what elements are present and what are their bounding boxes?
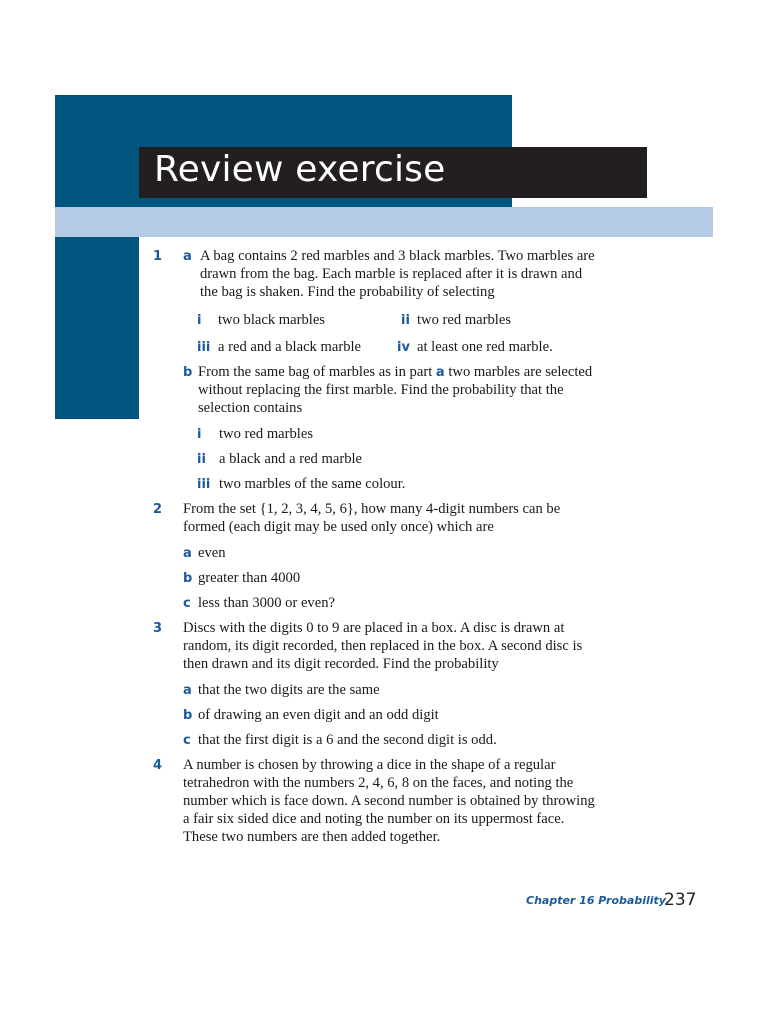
q1a-line-1: A bag contains 2 red marbles and 3 black marbles. Two marbles are (200, 248, 595, 264)
q2a-text: even (198, 545, 226, 561)
q1-number: 1 (153, 249, 163, 264)
q3c-label: c (183, 733, 191, 748)
q3a-label: a (183, 683, 192, 698)
q1b-iii-label: iii (197, 477, 211, 492)
page-title: Review exercise (154, 149, 446, 190)
q1b-line-2: without replacing the first marble. Find the probability that the (198, 382, 564, 398)
q1a-label: a (183, 249, 192, 264)
page-number: 237 (664, 890, 697, 910)
q1a-iii-label: iii (197, 340, 211, 355)
header-teal-side (55, 207, 139, 419)
q1b-ii-text: a black and a red marble (219, 451, 363, 467)
q1a-line-3: the bag is shaken. Find the probability of selecting (200, 284, 495, 300)
q1b-line-1-pre: From the same bag of marbles as in part (198, 364, 433, 380)
q4-line-3: number which is face down. A second number is obtained by throwing (183, 793, 595, 809)
header-light-band (55, 207, 713, 237)
q2c-text: less than 3000 or even? (198, 595, 335, 611)
q4-line-1: A number is chosen by throwing a dice in the shape of a regular (183, 757, 556, 773)
q1a-ii-label: ii (401, 313, 410, 328)
q3b-text: of drawing an even digit and an odd digit (198, 707, 439, 723)
q3a-text: that the two digits are the same (198, 682, 380, 698)
q3b-label: b (183, 708, 193, 723)
q1a-ii-text: two red marbles (417, 312, 512, 328)
q2-line-2: formed (each digit may be used only once) which are (183, 519, 494, 535)
q3-line-1: Discs with the digits 0 to 9 are placed in a box. A disc is drawn at (183, 620, 565, 636)
q2-number: 2 (153, 502, 163, 517)
q1a-i-text: two black marbles (218, 312, 325, 328)
q1a-iii-text: a red and a black marble (218, 339, 362, 355)
q1b-line-1 (198, 363, 592, 382)
q4-number: 4 (153, 758, 163, 773)
q1b-ii-label: ii (197, 452, 206, 467)
q2a-label: a (183, 546, 192, 561)
q1b-part-ref: a (435, 365, 445, 380)
q1b-i-label: i (197, 427, 202, 442)
q1a-iv-text: at least one red marble. (417, 339, 553, 355)
q3-number: 3 (153, 621, 163, 636)
q4-line-2: tetrahedron with the numbers 2, 4, 6, 8 on the faces, and noting the (183, 775, 574, 791)
q2c-label: c (183, 596, 191, 611)
q1b-label: b (183, 365, 193, 380)
q1b-i-text: two red marbles (219, 426, 314, 442)
q1a-i-label: i (197, 313, 202, 328)
q4-line-5: These two numbers are then added together. (183, 829, 441, 845)
q1a-iv-label: iv (397, 340, 410, 355)
q1a-line-2: drawn from the bag. Each marble is replaced after it is drawn and (200, 266, 583, 282)
q3-line-3: then drawn and its digit recorded. Find the probability (183, 656, 499, 672)
q3c-text: that the first digit is a 6 and the second digit is odd. (198, 732, 497, 748)
q3-line-2: random, its digit recorded, then replaced in the box. A second disc is (183, 638, 583, 654)
q2b-label: b (183, 571, 193, 586)
q1b-line-1-post: two marbles are selected (448, 364, 593, 380)
q2b-text: greater than 4000 (198, 570, 301, 586)
q2-line-1: From the set {1, 2, 3, 4, 5, 6}, how many 4-digit numbers can be (183, 501, 561, 517)
q4-line-4: a fair six sided dice and noting the number on its uppermost face. (183, 811, 565, 827)
q1b-line-3: selection contains (198, 400, 303, 416)
q1b-iii-text: two marbles of the same colour. (219, 476, 406, 492)
chapter-footer: Chapter 16 Probability (526, 894, 666, 907)
